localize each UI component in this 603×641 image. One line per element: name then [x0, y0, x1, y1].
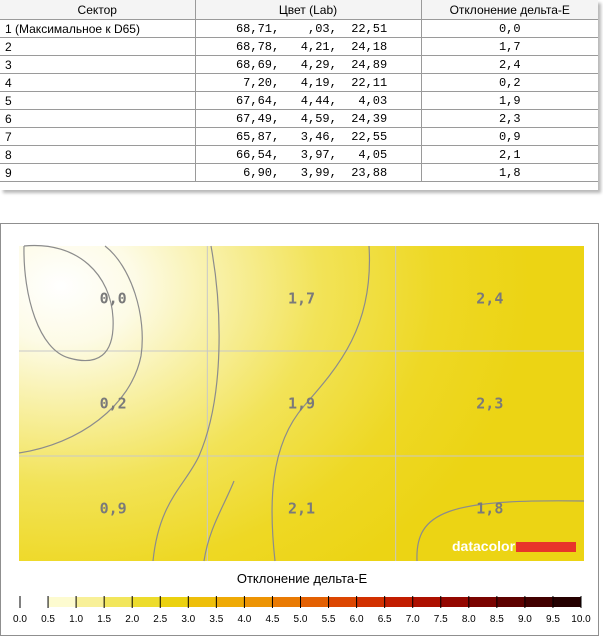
color-scale-swatch — [20, 597, 49, 607]
table-row — [0, 92, 598, 110]
table-row — [0, 20, 598, 38]
sector-cell: 5 — [0, 92, 195, 110]
color-scale-tick-label: 1.0 — [69, 614, 84, 625]
color-scale-tick-label: 7.5 — [433, 614, 448, 625]
delta-e-cell: 0,9 — [421, 128, 598, 146]
delta-e-cell: 0,2 — [421, 74, 598, 92]
color-scale-tick-label: 2.5 — [153, 614, 168, 625]
heatmap-cell-value: 1,9 — [287, 394, 316, 413]
lab-value-cell: 7,20, 4,19, 22,11 — [195, 74, 421, 92]
table-header-row — [0, 0, 598, 20]
heatmap-cell-value: 1,8 — [476, 499, 504, 518]
sector-cell: 2 — [0, 38, 195, 56]
color-scale-tick-label: 6.0 — [349, 614, 364, 625]
table-row — [0, 164, 598, 182]
table-row — [0, 128, 598, 146]
measurement-table — [0, 0, 598, 182]
color-scale-swatch — [469, 597, 498, 607]
table-row — [0, 74, 598, 92]
sector-cell: 1 (Максимальное к D65) — [0, 20, 195, 38]
delta-e-cell: 2,3 — [421, 110, 598, 128]
lab-value-cell: 67,64, 4,44, 4,03 — [195, 92, 421, 110]
color-scale-tick-label: 8.0 — [461, 614, 476, 625]
datacolor-logo-text: datacolor — [452, 538, 516, 554]
color-scale-tick-label: 5.5 — [321, 614, 336, 625]
column-header-lab: Цвет (Lab) — [195, 0, 421, 20]
color-scale-legend — [15, 569, 590, 629]
delta-e-cell: 1,8 — [421, 164, 598, 182]
color-scale-tick-label: 3.5 — [209, 614, 224, 625]
color-scale-tick-label: 10.0 — [571, 614, 591, 625]
heatmap-cell-value: 2,3 — [476, 394, 504, 413]
heatmap-cell-value: 1,7 — [287, 289, 316, 308]
color-scale-tick-label: 3.0 — [181, 614, 196, 625]
color-scale-swatch — [188, 597, 217, 607]
color-scale-tick-label: 5.0 — [293, 614, 308, 625]
lab-value-cell: 66,54, 3,97, 4,05 — [195, 146, 421, 164]
column-header-sector: Сектор — [0, 0, 195, 20]
color-scale-swatch — [357, 597, 386, 607]
uniformity-chart-panel — [0, 223, 599, 636]
color-scale-swatch — [413, 597, 442, 607]
delta-e-cell: 1,7 — [421, 38, 598, 56]
sector-cell: 4 — [0, 74, 195, 92]
color-scale-tick-label: 2.0 — [125, 614, 140, 625]
heatmap-cell-value: 0,9 — [99, 499, 127, 518]
color-scale-swatch — [216, 597, 245, 607]
color-scale-swatch — [525, 597, 554, 607]
color-scale-tick-label: 4.5 — [265, 614, 280, 625]
sector-cell: 7 — [0, 128, 195, 146]
color-scale-swatch — [441, 597, 470, 607]
color-scale-swatch — [497, 597, 526, 607]
sector-cell: 8 — [0, 146, 195, 164]
color-scale-title: Отклонение дельта-E — [236, 571, 368, 586]
lab-value-cell: 68,71, ,03, 22,51 — [195, 20, 421, 38]
color-scale-tick-label: 4.0 — [237, 614, 252, 625]
column-header-delta-e: Отклонение дельта-E — [421, 0, 598, 20]
color-scale-tick-label: 9.0 — [517, 614, 532, 625]
table-row — [0, 146, 598, 164]
sector-cell: 3 — [0, 56, 195, 74]
color-scale-tick-label: 9.5 — [545, 614, 560, 625]
table-row — [0, 38, 598, 56]
measurement-table-container — [0, 0, 598, 190]
heatmap-cell-value: 2,1 — [287, 499, 316, 518]
color-scale-swatch — [48, 597, 77, 607]
uniformity-heatmap — [19, 246, 584, 561]
color-scale-swatch — [553, 597, 582, 607]
color-scale-tick-label: 6.5 — [377, 614, 392, 625]
color-scale-swatch — [76, 597, 105, 607]
color-scale-swatch — [272, 597, 301, 607]
delta-e-cell: 2,4 — [421, 56, 598, 74]
lab-value-cell: 6,90, 3,99, 23,88 — [195, 164, 421, 182]
table-row — [0, 56, 598, 74]
table-row — [0, 110, 598, 128]
delta-e-cell: 0,0 — [421, 20, 598, 38]
color-scale-tick-label: 1.5 — [97, 614, 112, 625]
sector-cell: 6 — [0, 110, 195, 128]
heatmap-cell-value: 2,4 — [476, 289, 504, 308]
sector-cell: 9 — [0, 164, 195, 182]
lab-value-cell: 67,49, 4,59, 24,39 — [195, 110, 421, 128]
heatmap-cell-value: 0,0 — [99, 289, 127, 308]
color-scale-tick-label: 8.5 — [489, 614, 504, 625]
color-scale-swatch — [301, 597, 330, 607]
color-scale-swatch — [244, 597, 273, 607]
color-scale-tick-label: 0.0 — [13, 614, 27, 625]
datacolor-logo-bar — [516, 542, 576, 552]
delta-e-cell: 2,1 — [421, 146, 598, 164]
color-scale-swatch — [385, 597, 414, 607]
heatmap-cell-value: 0,2 — [99, 394, 127, 413]
delta-e-cell: 1,9 — [421, 92, 598, 110]
color-scale-swatch — [104, 597, 133, 607]
color-scale-swatch — [329, 597, 358, 607]
color-scale-swatch — [160, 597, 189, 607]
lab-value-cell: 68,69, 4,29, 24,89 — [195, 56, 421, 74]
lab-value-cell: 68,78, 4,21, 24,18 — [195, 38, 421, 56]
lab-value-cell: 65,87, 3,46, 22,55 — [195, 128, 421, 146]
color-scale-tick-label: 0.5 — [41, 614, 56, 625]
color-scale-swatch — [132, 597, 161, 607]
color-scale-tick-label: 7.0 — [405, 614, 420, 625]
